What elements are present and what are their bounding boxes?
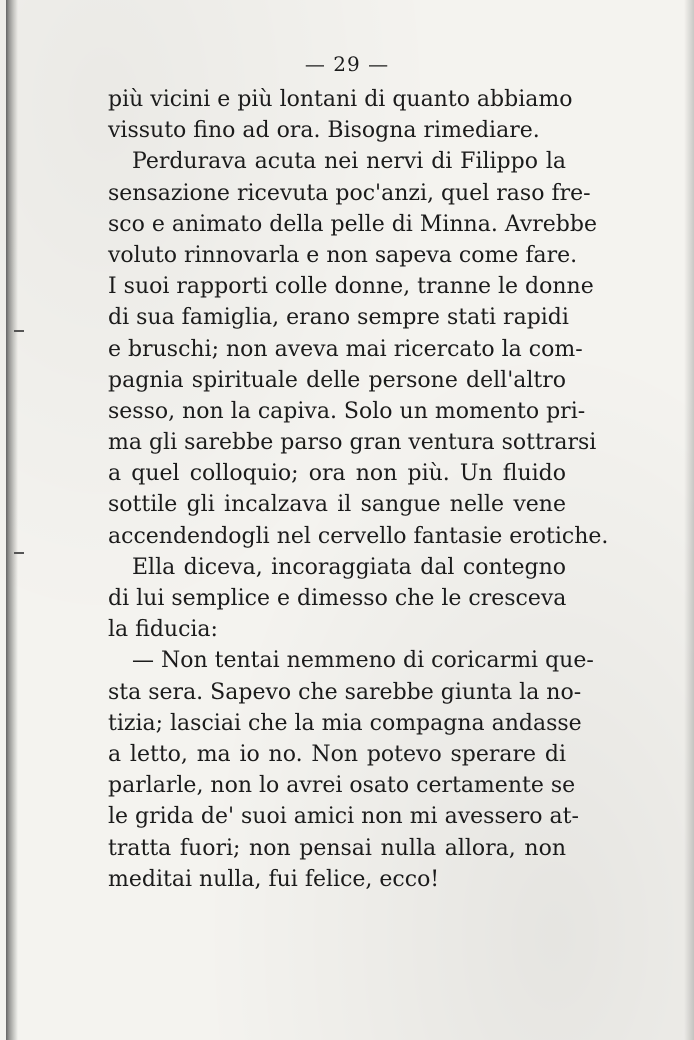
text-line: tizia; lasciai che la mia compagna andasse	[108, 710, 582, 736]
text-line: meditai nulla, fui felice, ecco!	[108, 866, 440, 892]
text-line: sottile gli incalzava il sangue nelle vene	[108, 492, 566, 518]
text-line: sta sera. Sapevo che sarebbe giunta la no-	[108, 679, 582, 705]
text-line: e bruschi; non aveva mai ricercato la com-	[108, 336, 583, 362]
page-right-edge	[684, 0, 694, 1040]
page-spine-edge	[6, 0, 18, 1040]
text-line: tratta fuori; non pensai nulla allora, non	[108, 835, 566, 861]
spine-mark	[14, 552, 24, 554]
text-line: più vicini e più lontani di quanto abbiamo	[108, 87, 573, 112]
text-line: pagnia spirituale delle persone dell'altro	[108, 367, 566, 393]
text-line: I suoi rapporti colle donne, tranne le donne	[108, 274, 594, 300]
text-line: sco e animato della pelle di Minna. Avrebbe	[108, 211, 597, 237]
text-line: Perdurava acuta nei nervi di Filippo la	[132, 149, 566, 175]
spine-mark	[14, 330, 24, 332]
text-line: di lui semplice e dimesso che le cresceva	[108, 586, 567, 611]
page-number: — 29 —	[304, 52, 390, 76]
text-line: accendendogli nel cervello fantasie erotiche.	[108, 523, 609, 549]
text-line: — Non tentai nemmeno di coricarmi que-	[132, 648, 594, 674]
text-line: la fiducia:	[108, 617, 218, 643]
text-line: a quel colloquio; ora non più. Un fluido	[108, 461, 566, 487]
body-text	[108, 84, 609, 895]
text-line: le grida de' suoi amici non mi avessero at-	[108, 804, 579, 830]
text-line: voluto rinnovarla e non sapeva come fare.	[108, 242, 578, 268]
text-line: a letto, ma io no. Non potevo sperare di	[108, 741, 566, 767]
text-line: sensazione ricevuta poc'anzi, quel raso fre-	[108, 180, 591, 206]
text-line: sesso, non la capiva. Solo un momento pri-	[108, 398, 586, 424]
text-line: ma gli sarebbe parso gran ventura sottrarsi	[108, 430, 597, 456]
text-line: parlarle, non lo avrei osato certamente se	[108, 773, 576, 799]
text-line: vissuto fino ad ora. Bisogna rimediare.	[108, 118, 540, 144]
text-line: Ella diceva, incoraggiata dal contegno	[132, 554, 566, 580]
text-line: di sua famiglia, erano sempre stati rapidi	[108, 305, 569, 331]
